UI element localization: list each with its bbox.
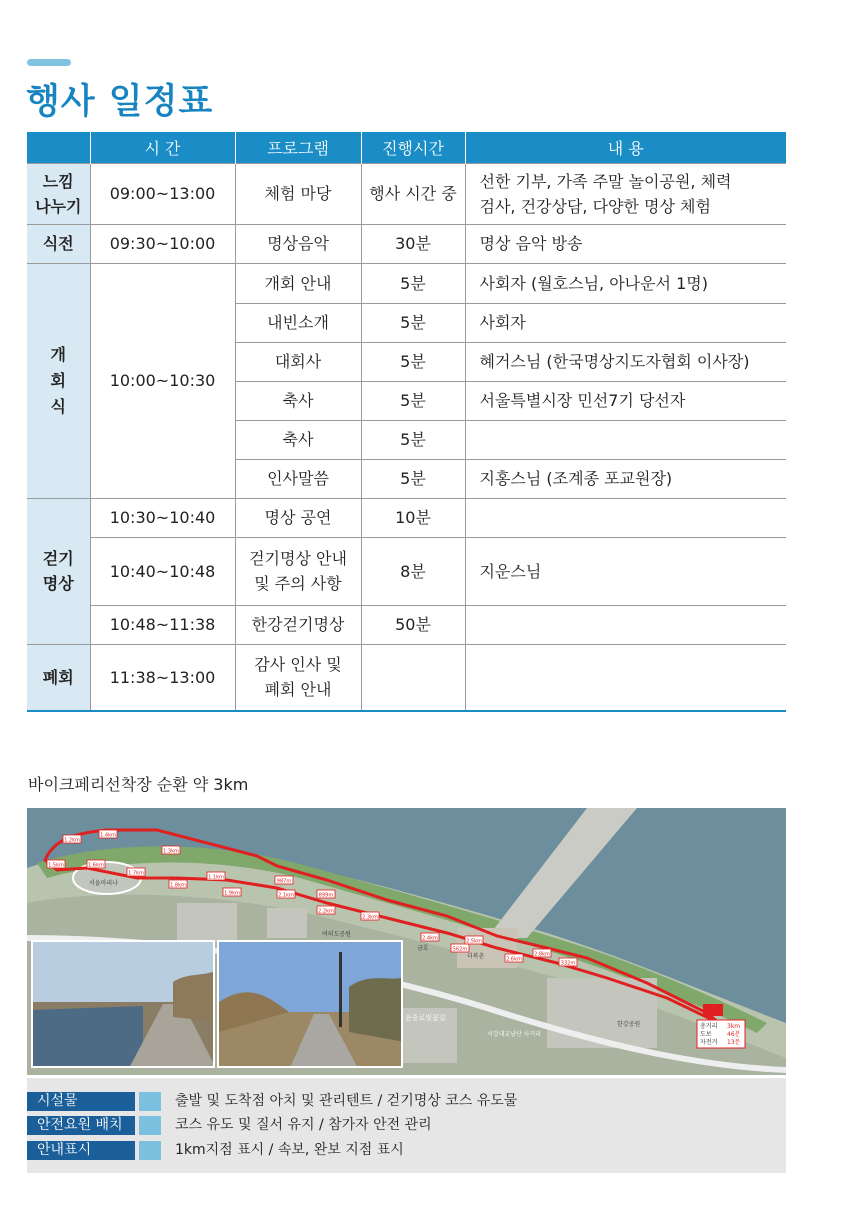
course-photo-1: [31, 940, 215, 1068]
content-line: 선한 기부, 가족 주말 놀이공원, 체력: [479, 171, 732, 191]
km-marker: [63, 835, 81, 843]
duration-cell: 5분: [361, 342, 465, 381]
facility-row: [27, 1092, 786, 1112]
program-line: 및 주의 사항: [254, 574, 342, 593]
place-label: 한강공원: [617, 1021, 641, 1028]
info-label: 도보: [700, 1031, 712, 1038]
duration-cell: 50분: [361, 605, 465, 644]
facility-row: [27, 1141, 786, 1161]
svg-text:2.3km: 2.3km: [362, 914, 378, 921]
facility-tag: 시설물: [27, 1092, 135, 1111]
category-label: 명상: [42, 574, 74, 593]
km-marker: [162, 846, 180, 854]
info-value: 13분: [727, 1039, 741, 1046]
content-cell: [465, 420, 786, 459]
content-cell: 지운스님: [465, 537, 786, 605]
content-cell: [465, 644, 786, 711]
facility-text: 1km지점 표시 / 속보, 완보 지점 표시: [175, 1142, 404, 1158]
header-program: 프로그램: [235, 132, 361, 163]
program-cell: 체험 마당: [235, 163, 361, 224]
program-cell: 개회 안내: [235, 263, 361, 303]
svg-text:899m: 899m: [318, 892, 334, 899]
km-marker: [317, 890, 335, 898]
program-line: 감사 인사 및: [254, 655, 342, 675]
km-marker: [169, 880, 187, 888]
facilities-box: [27, 1078, 786, 1173]
start-marker: [703, 1004, 723, 1016]
content-cell: 사회자 (월호스님, 아나운서 1명): [465, 263, 786, 303]
course-photo-2: [217, 940, 403, 1068]
facility-tag: 안전요원 배치: [27, 1116, 135, 1135]
km-marker: [451, 944, 469, 952]
facility-marker: [139, 1116, 161, 1135]
svg-text:332m: 332m: [560, 960, 576, 967]
svg-text:2.2km: 2.2km: [318, 908, 334, 915]
schedule-table: [27, 132, 786, 712]
program-cell: 명상음악: [235, 224, 361, 263]
km-marker: [505, 954, 523, 962]
svg-text:987m: 987m: [276, 878, 292, 885]
svg-text:2.6km: 2.6km: [506, 956, 522, 963]
info-label: 총거리: [700, 1023, 718, 1030]
place-label: 더북촌: [467, 953, 485, 960]
place-label: 서강대교남단 사거리: [487, 1031, 542, 1038]
content-cell: 사회자: [465, 303, 786, 342]
category-char: 회: [50, 370, 66, 390]
page-title: 행사 일정표: [26, 82, 214, 122]
category-label: 걷기: [42, 549, 74, 568]
category-char: 개: [50, 344, 66, 364]
time-cell: 11:38~13:00: [90, 644, 235, 711]
header-duration: 진행시간: [361, 132, 465, 163]
duration-cell: 8분: [361, 537, 465, 605]
facility-text: 코스 유도 및 질서 유지 / 참가자 안전 관리: [175, 1117, 432, 1133]
category-cell: 식전: [27, 224, 90, 263]
km-marker: [533, 949, 551, 957]
place-label: 여의도공원: [322, 931, 351, 938]
svg-text:2.5km: 2.5km: [466, 938, 482, 945]
content-cell: 서울특별시장 민선7기 당선자: [465, 381, 786, 420]
table-row: [27, 605, 786, 644]
distance-info-box: [697, 1020, 745, 1048]
content-line: 검사, 건강상담, 다양한 명상 체험: [479, 196, 711, 216]
header-category: [27, 132, 90, 163]
category-label: 느낌: [42, 171, 74, 191]
svg-text:2.1km: 2.1km: [278, 892, 294, 899]
svg-text:1.2km: 1.2km: [64, 837, 80, 844]
content-cell: [465, 498, 786, 537]
duration-cell: 5분: [361, 263, 465, 303]
svg-text:1.3km: 1.3km: [163, 848, 179, 855]
km-marker: [559, 958, 577, 966]
time-cell: 10:00~10:30: [90, 263, 235, 498]
time-cell: 09:00~13:00: [90, 163, 235, 224]
content-cell: [465, 163, 786, 224]
program-cell: [235, 644, 361, 711]
duration-cell: 5분: [361, 303, 465, 342]
header-time: 시 간: [90, 132, 235, 163]
content-cell: 명상 음악 방송: [465, 224, 786, 263]
program-cell: 명상 공연: [235, 498, 361, 537]
facility-text: 출발 및 도착점 아치 및 관리텐트 / 걷기명상 코스 유도물: [175, 1093, 518, 1109]
duration-cell: 5분: [361, 459, 465, 498]
km-marker: [87, 860, 105, 868]
place-label: 서울마리나: [89, 880, 118, 887]
content-cell: [465, 605, 786, 644]
program-line: 걷기명상 안내: [249, 549, 347, 568]
info-value: 46분: [727, 1031, 741, 1038]
title-accent-bar: [27, 59, 71, 66]
program-cell: 축사: [235, 381, 361, 420]
km-marker: [421, 933, 439, 941]
category-cell: [27, 498, 90, 644]
duration-cell: 5분: [361, 381, 465, 420]
table-row: [27, 644, 786, 711]
svg-text:1.1km: 1.1km: [208, 874, 224, 881]
km-marker: [127, 868, 145, 876]
place-label: 금호: [417, 945, 429, 952]
category-cell: [27, 163, 90, 224]
program-cell: 내빈소개: [235, 303, 361, 342]
svg-text:1.6km: 1.6km: [88, 862, 104, 869]
info-label: 자전거: [700, 1039, 718, 1046]
program-cell: 축사: [235, 420, 361, 459]
table-row: [27, 537, 786, 605]
svg-text:1.9km: 1.9km: [224, 890, 240, 897]
course-title: 바이크페리선착장 순환 약 3km: [28, 775, 249, 794]
header-content: 내 용: [465, 132, 786, 163]
time-cell: 10:48~11:38: [90, 605, 235, 644]
km-marker: [465, 936, 483, 944]
table-row: [27, 498, 786, 537]
svg-text:1.7km: 1.7km: [128, 870, 144, 877]
table-row: [27, 263, 786, 303]
svg-text:2.8km: 2.8km: [534, 951, 550, 958]
program-cell: 대회사: [235, 342, 361, 381]
content-cell: 혜거스님 (한국명상지도자협회 이사장): [465, 342, 786, 381]
time-cell: 10:30~10:40: [90, 498, 235, 537]
category-char: 식: [50, 396, 66, 416]
duration-cell: [361, 644, 465, 711]
svg-text:562m: 562m: [452, 946, 468, 953]
table-row: [27, 224, 786, 263]
program-line: 폐회 안내: [264, 680, 332, 700]
km-marker: [99, 830, 117, 838]
svg-text:1.4km: 1.4km: [100, 832, 116, 839]
category-label: 나누기: [35, 196, 82, 216]
facility-tag: 안내표시: [27, 1141, 135, 1160]
svg-text:2.4km: 2.4km: [422, 935, 438, 942]
km-marker: [223, 888, 241, 896]
program-cell: 한강걷기명상: [235, 605, 361, 644]
table-row: [27, 163, 786, 224]
km-marker: [317, 906, 335, 914]
facility-marker: [139, 1141, 161, 1160]
time-cell: 10:40~10:48: [90, 537, 235, 605]
content-cell: 지홍스님 (조계종 포교원장): [465, 459, 786, 498]
place-label: 윤중로벚꽃길: [405, 1014, 446, 1022]
duration-cell: 5분: [361, 420, 465, 459]
duration-cell: 10분: [361, 498, 465, 537]
info-value: 3km: [727, 1023, 741, 1030]
duration-cell: 행사 시간 중: [361, 163, 465, 224]
table-header-row: [27, 132, 786, 163]
program-cell: 인사말씀: [235, 459, 361, 498]
category-cell: 폐회: [27, 644, 90, 711]
time-cell: 09:30~10:00: [90, 224, 235, 263]
duration-cell: 30분: [361, 224, 465, 263]
course-map: [27, 808, 786, 1075]
km-marker: [207, 872, 225, 880]
facility-marker: [139, 1092, 161, 1111]
km-marker: [277, 890, 295, 898]
km-marker: [275, 876, 293, 884]
category-cell: [27, 263, 90, 498]
facility-row: [27, 1116, 786, 1136]
km-marker: [361, 912, 379, 920]
program-cell: [235, 537, 361, 605]
svg-text:1.5km: 1.5km: [48, 862, 64, 869]
km-marker: [47, 860, 65, 868]
svg-text:1.8km: 1.8km: [170, 882, 186, 889]
